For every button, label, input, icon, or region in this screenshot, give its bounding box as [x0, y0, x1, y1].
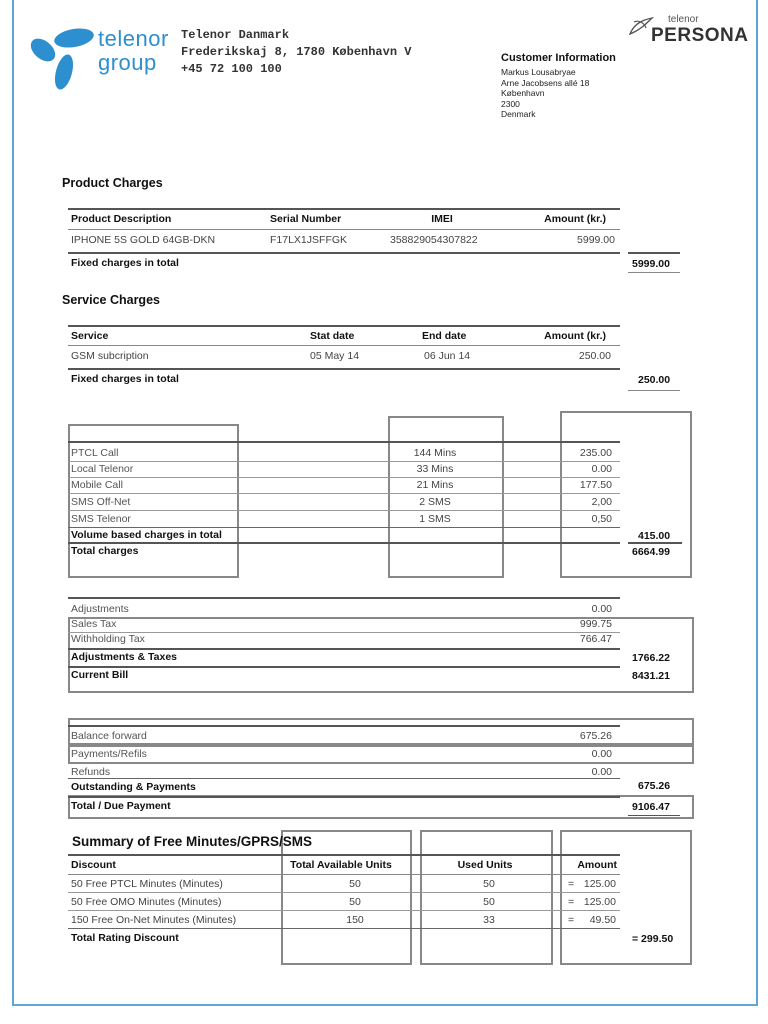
balance-name: Balance forward	[71, 730, 147, 742]
product-charges-title: Product Charges	[62, 176, 163, 190]
outstanding-label: Outstanding & Payments	[71, 781, 196, 793]
usage-name: Mobile Call	[71, 479, 123, 491]
summary-eq: =	[568, 914, 575, 926]
divider	[68, 345, 620, 346]
summary-available: 150	[346, 914, 364, 926]
divider	[68, 493, 620, 494]
company-phone: +45 72 100 100	[181, 62, 282, 76]
divider	[628, 252, 680, 254]
usage-qty: 33 Mins	[416, 463, 454, 475]
divider	[68, 510, 620, 511]
divider	[68, 796, 620, 798]
summary-eq: =	[568, 896, 575, 908]
col-imei: IMEI	[431, 213, 453, 225]
usage-amount: 2,00	[591, 496, 612, 508]
balance-name: Refunds	[71, 766, 111, 778]
customer-line: Denmark	[501, 109, 536, 120]
col-summary-amount: Amount	[577, 859, 617, 871]
summary-available: 50	[349, 896, 361, 908]
company-address: Frederikskaj 8, 1780 København V	[181, 45, 412, 59]
adjustments-taxes-label: Adjustments & Taxes	[71, 651, 177, 663]
brand-persona: PERSONA	[651, 25, 749, 46]
summary-eq: =	[568, 878, 575, 890]
service-total-label: Fixed charges in total	[71, 373, 179, 385]
usage-amount: 0.00	[591, 463, 612, 475]
col-end-date: End date	[422, 330, 467, 342]
service-start-date: 05 May 14	[310, 350, 360, 362]
divider	[68, 252, 620, 254]
usage-name: Local Telenor	[71, 463, 134, 475]
service-name: GSM subcription	[71, 350, 149, 362]
adjustment-amount: 766.47	[579, 633, 612, 645]
col-service: Service	[71, 330, 109, 342]
brand-small: telenor	[668, 14, 699, 25]
adjustment-name: Sales Tax	[71, 618, 117, 630]
usage-qty: 2 SMS	[419, 496, 451, 508]
usage-amount: 177.50	[579, 479, 612, 491]
logo-text-line2: group	[98, 50, 157, 75]
summary-discount-name: 50 Free PTCL Minutes (Minutes)	[71, 878, 223, 890]
total-charges-label: Total charges	[71, 545, 139, 557]
summary-available: 50	[349, 878, 361, 890]
adjustment-amount: 999.75	[579, 618, 612, 630]
col-serial-number: Serial Number	[270, 213, 342, 225]
divider	[68, 461, 620, 462]
serial-number: F17LX1JSFFGK	[270, 234, 348, 246]
service-amount: 250.00	[578, 350, 611, 362]
divider	[68, 477, 620, 478]
service-total-value: 250.00	[638, 374, 671, 386]
volume-total-value: 415.00	[638, 530, 671, 542]
service-end-date: 06 Jun 14	[424, 350, 471, 362]
logo-text-line1: telenor	[98, 26, 169, 51]
usage-name: PTCL Call	[71, 447, 119, 459]
summary-discount-name: 50 Free OMO Minutes (Minutes)	[71, 896, 222, 908]
divider	[68, 542, 620, 544]
divider	[68, 368, 620, 370]
balance-amount: 0.00	[591, 766, 612, 778]
divider	[68, 229, 620, 230]
balance-amount: 675.26	[579, 730, 612, 742]
usage-box-right	[560, 411, 692, 578]
usage-amount: 0,50	[591, 513, 612, 525]
product-description: IPHONE 5S GOLD 64GB-DKN	[71, 234, 216, 246]
summary-discount-name: 150 Free On-Net Minutes (Minutes)	[71, 914, 237, 926]
usage-name: SMS Telenor	[71, 513, 131, 525]
divider	[68, 892, 620, 893]
divider	[68, 874, 620, 875]
product-total-value: 5999.00	[632, 258, 670, 270]
divider	[628, 815, 680, 816]
customer-line: 2300	[501, 98, 520, 109]
customer-line: København	[501, 88, 545, 99]
col-total-available: Total Available Units	[290, 859, 392, 871]
summary-amount: 125.00	[583, 878, 616, 890]
divider	[68, 441, 620, 443]
divider	[68, 597, 620, 599]
summary-used: 33	[483, 914, 495, 926]
usage-qty: 1 SMS	[419, 513, 451, 525]
due-payment-value: 9106.47	[632, 801, 670, 813]
divider	[68, 632, 620, 633]
usage-qty: 144 Mins	[413, 447, 457, 459]
balance-amount: 0.00	[591, 748, 612, 760]
total-rating-discount-value: = 299.50	[632, 933, 674, 945]
due-payment-label: Total / Due Payment	[71, 800, 171, 812]
total-rating-discount-label: Total Rating Discount	[71, 932, 179, 944]
divider	[68, 325, 620, 327]
col-product-description: Product Description	[71, 213, 172, 225]
col-start-date: Stat date	[310, 330, 355, 342]
customer-line: Markus Lousabryae	[501, 67, 576, 77]
customer-address	[501, 67, 589, 120]
total-charges-value: 6664.99	[632, 546, 670, 558]
service-charges-title: Service Charges	[62, 293, 160, 307]
summary-amount: 49.50	[589, 914, 616, 926]
summary-title: Summary of Free Minutes/GPRS/SMS	[72, 834, 313, 849]
divider	[68, 666, 620, 668]
adjustment-name: Adjustments	[71, 603, 129, 615]
customer-line: Arne Jacobsens allé 18	[501, 77, 590, 88]
col-amount: Amount (kr.)	[544, 330, 606, 342]
divider	[68, 910, 620, 911]
divider	[68, 854, 620, 856]
current-bill-label: Current Bill	[71, 669, 129, 681]
divider	[68, 648, 620, 650]
adjustment-name: Withholding Tax	[71, 633, 145, 645]
customer-title: Customer Information	[501, 52, 616, 64]
usage-amount: 235.00	[579, 447, 612, 459]
outstanding-value: 675.26	[638, 780, 671, 792]
divider	[68, 725, 620, 727]
volume-total-label: Volume based charges in total	[71, 529, 222, 541]
divider	[68, 208, 620, 210]
divider	[628, 542, 682, 544]
divider	[68, 527, 620, 528]
divider	[628, 272, 680, 273]
divider	[68, 778, 620, 779]
adjustment-amount: 0.00	[591, 603, 612, 615]
summary-used: 50	[483, 878, 495, 890]
usage-name: SMS Off-Net	[71, 496, 131, 508]
divider	[628, 390, 680, 391]
product-amount: 5999.00	[577, 234, 615, 246]
col-amount: Amount (kr.)	[544, 213, 606, 225]
usage-qty: 21 Mins	[416, 479, 454, 491]
balance-name: Payments/Refils	[71, 748, 147, 760]
col-used-units: Used Units	[457, 859, 513, 871]
company-name: Telenor Danmark	[181, 28, 290, 42]
summary-amount: 125.00	[583, 896, 616, 908]
divider	[68, 928, 620, 929]
product-total-label: Fixed charges in total	[71, 257, 179, 269]
imei-value: 358829054307822	[390, 234, 478, 246]
telenor-logo-icon	[30, 22, 94, 92]
summary-used: 50	[483, 896, 495, 908]
col-discount: Discount	[71, 859, 116, 871]
current-bill-value: 8431.21	[632, 670, 670, 682]
adjustments-taxes-value: 1766.22	[632, 652, 670, 664]
